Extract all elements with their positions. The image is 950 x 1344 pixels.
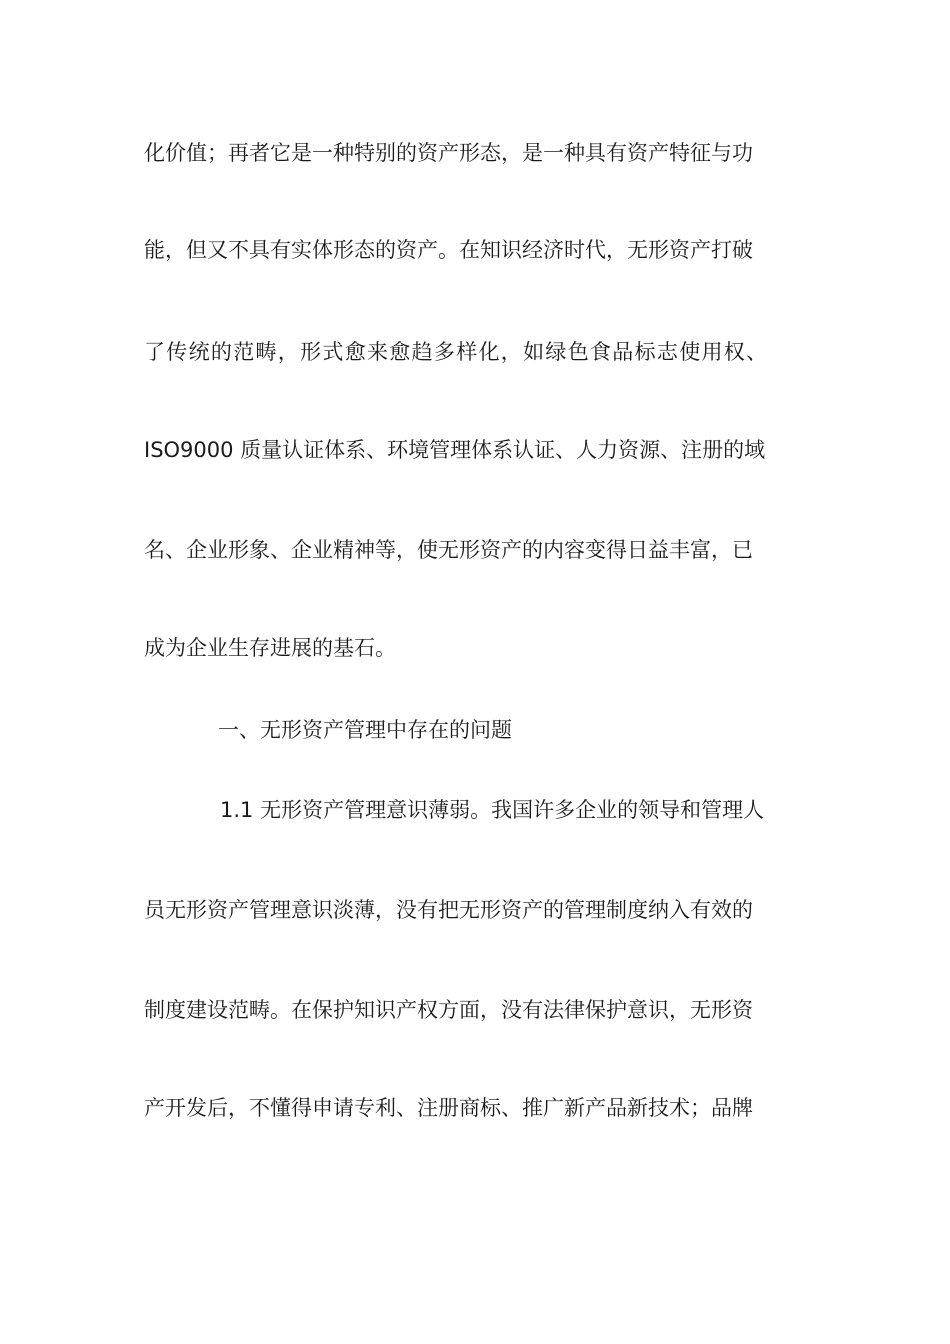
subsection-line: 制度建设范畴。在保护知识产权方面，没有法律保护意识，无形资: [144, 998, 753, 1022]
paragraph-line: 了传统的范畴，形式愈来愈趋多样化，如绿色食品标志使用权、: [144, 340, 769, 364]
paragraph-line: 名、企业形象、企业精神等，使无形资产的内容变得日益丰富，已: [144, 538, 753, 562]
subsection-line: 员无形资产管理意识淡薄，没有把无形资产的管理制度纳入有效的: [144, 898, 753, 922]
paragraph-line: 化价值；再者它是一种特别的资产形态，是一种具有资产特征与功: [144, 141, 753, 165]
subsection-line: 产开发后，不懂得申请专利、注册商标、推广新产品新技术；品牌: [144, 1096, 753, 1120]
paragraph-line: 能，但又不具有实体形态的资产。在知识经济时代，无形资产打破: [144, 238, 753, 262]
subsection-line: 1.1 无形资产管理意识薄弱。我国许多企业的领导和管理人: [220, 798, 765, 822]
paragraph-line: ISO9000 质量认证体系、环境管理体系认证、人力资源、注册的域: [144, 438, 766, 462]
paragraph-line: 成为企业生存进展的基石。: [144, 636, 396, 660]
section-heading: 一、无形资产管理中存在的问题: [218, 718, 512, 742]
